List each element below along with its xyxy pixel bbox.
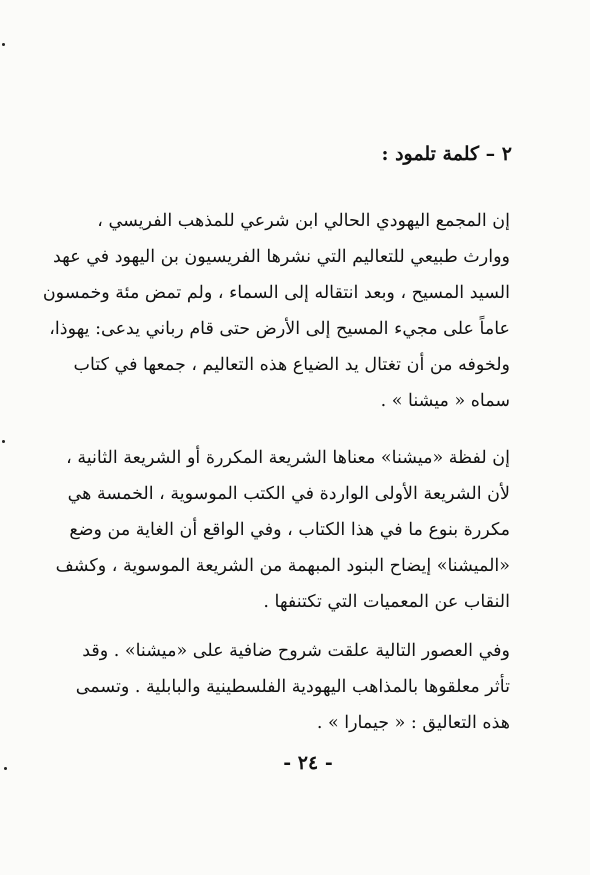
paragraph-line: «الميشنا» إيضاح البنود المبهمة من الشريعة الموسوية ، وكشف xyxy=(55,556,510,576)
paragraph-line: لأن الشريعة الأولى الواردة في الكتب الموسوية ، الخمسة هي xyxy=(67,484,510,504)
paragraph-line: عاماً على مجيء المسيح إلى الأرض حتى قام رباني يدعى: يهوذا، xyxy=(49,319,510,339)
paragraph-2 xyxy=(55,440,510,620)
paragraph-line: وفي العصور التالية علقت شروح ضافية على «ميشنا» . وقد xyxy=(82,641,510,661)
paragraph-line: سماه « ميشنا » . xyxy=(380,391,510,411)
scan-mark-top xyxy=(2,43,5,46)
paragraph-line: ووارث طبيعي للتعاليم التي نشرها الفريسيون بن اليهود في عهد xyxy=(52,247,510,267)
paragraph-3 xyxy=(75,633,510,741)
paragraph-line: إن المجمع اليهودي الحالي ابن شرعي للمذهب الفريسي ، xyxy=(97,211,510,231)
paragraph-line: النقاب عن المعميات التي تكتنفها . xyxy=(263,592,510,612)
paragraph-line: السيد المسيح ، وبعد انتقاله إلى السماء ، ولم تمض مئة وخمسون xyxy=(42,283,510,303)
paragraph-line: تأثر معلقوها بالمذاهب اليهودية الفلسطينية والبابلية . وتسمى xyxy=(75,677,510,697)
paragraph-line: ولخوفه من أن تغتال يد الضياع هذه التعاليم ، جمعها في كتاب xyxy=(73,355,510,375)
section-heading: ٢ – كلمة تلمود : xyxy=(381,143,512,165)
scan-mark-middle xyxy=(2,440,5,443)
page-number: - ٢٤ - xyxy=(283,752,333,774)
paragraph-line: هذه التعاليق : « جيمارا » . xyxy=(316,713,510,733)
paragraph-1 xyxy=(42,203,510,419)
paragraph-line: مكررة بنوع ما في هذا الكتاب ، وفي الواقع أن الغاية من وضع xyxy=(69,520,510,540)
paragraph-line: إن لفظة «ميشنا» معناها الشريعة المكررة أو الشريعة الثانية ، xyxy=(66,448,510,468)
scan-mark-bottom xyxy=(4,767,7,770)
